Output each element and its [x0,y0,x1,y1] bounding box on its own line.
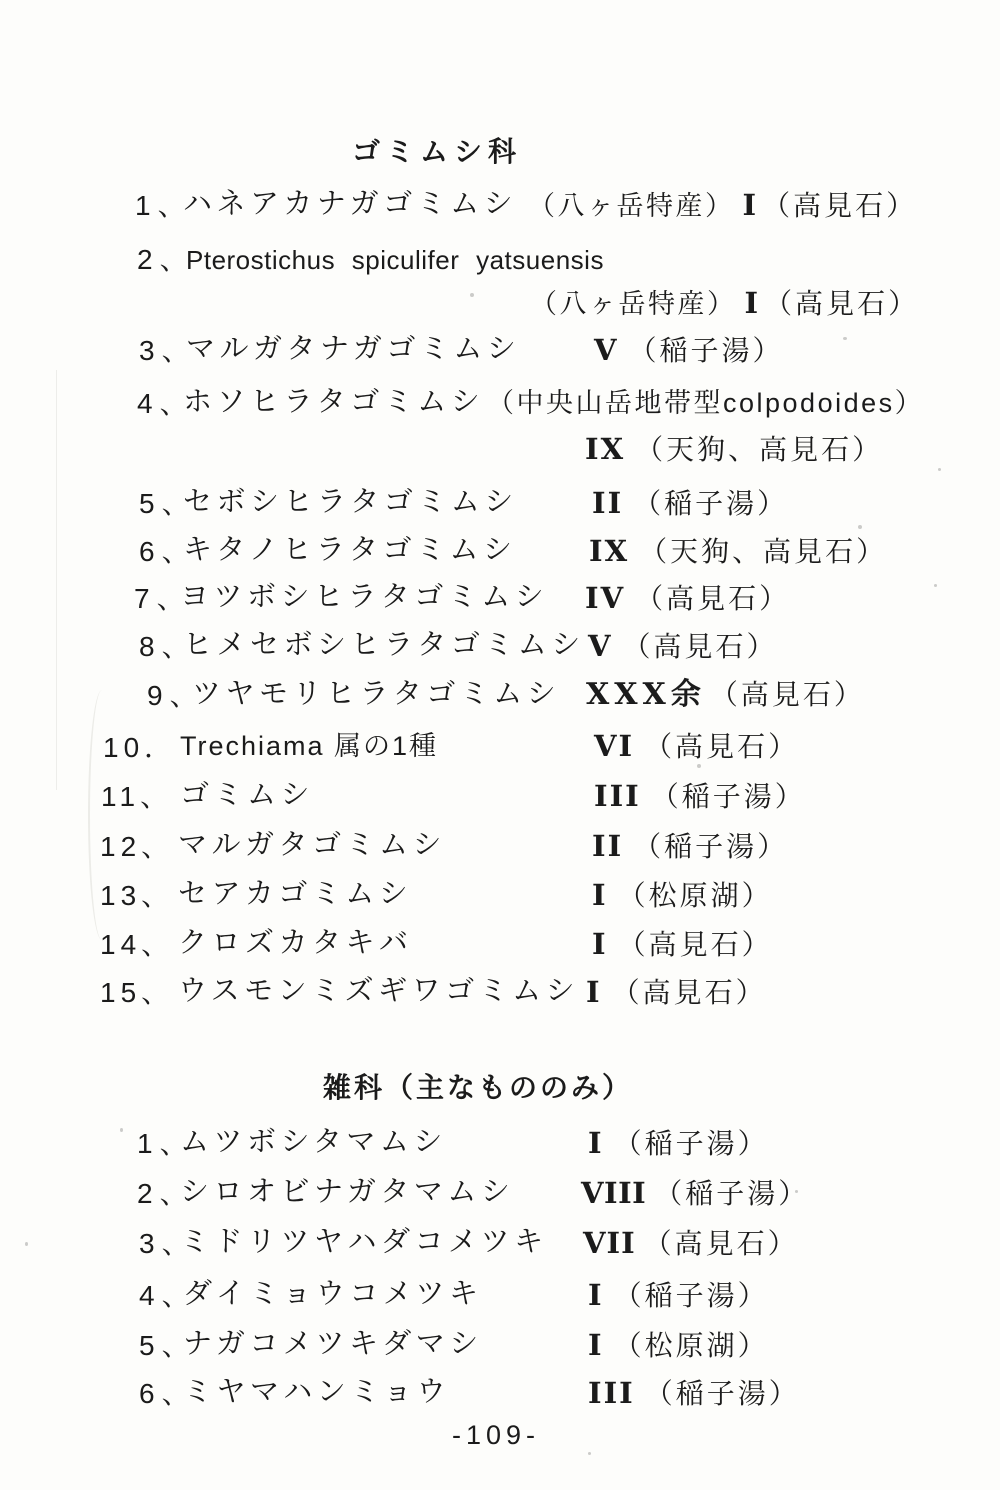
scan-arc [88,690,116,940]
scan-streak [56,370,57,790]
count-numeral: XXX余 [586,677,706,712]
species-name: マルガタゴミムシ [178,829,447,861]
item-number: 3、 [139,335,197,366]
species-name-latin: Pterostichus spiculifer yatsuensis [186,245,604,275]
species-name: ゴミムシ [180,779,315,811]
count-numeral: IX [589,534,630,568]
item-detail [530,287,919,320]
item-detail [586,976,767,1009]
count-numeral: IV [585,581,626,615]
location: （高見石） [617,929,773,960]
location: （稲子湯） [644,1378,800,1409]
count-numeral: I [592,878,608,912]
location: （高見石） [622,631,778,662]
scan-speck [795,1190,798,1193]
location: （松原湖） [613,1330,769,1361]
count-numeral: IX [585,432,626,466]
item-number: 3、 [139,1228,197,1259]
species-name: ダイミョウコメツキ [183,1278,483,1310]
species-name: ナガコメツキダマシ [183,1328,483,1360]
item-number: 4、 [137,388,195,419]
scan-speck [120,1128,123,1132]
item-number: 12、 [100,831,175,862]
count-numeral: VII [583,1226,636,1260]
item-number: 8、 [139,631,197,662]
item-note: （八ヶ岳特産） [528,191,735,221]
item-number: 10． [103,732,178,763]
location: （高見石） [643,1228,799,1259]
location: （稲子湯） [628,335,784,366]
location: （稲子湯） [613,1280,769,1311]
item-note: （八ヶ岳特産） [530,289,737,319]
count-numeral: II [592,486,624,520]
location: （高見石） [709,679,865,710]
item-detail [589,535,887,568]
item-number: 1、 [137,1128,195,1159]
species-name: ヨツボシヒラタゴミムシ [180,581,549,613]
item-number: 6、 [139,1378,197,1409]
item-detail [592,879,773,912]
item-detail [588,1279,769,1312]
item-detail [585,582,790,615]
item-number: 11、 [101,781,174,812]
species-name: シロオビナガタマムシ [180,1176,515,1208]
location: （天狗、高見石） [635,434,884,465]
scan-speck [25,1242,28,1246]
location: （稲子湯） [613,1128,769,1159]
location: （高見石） [635,583,791,614]
species-name: ウスモンミズギワゴミムシ [178,975,580,1007]
item-detail [594,730,799,763]
count-numeral: VIII [581,1176,647,1210]
species-name: ミドリツヤハダコメツキ [180,1226,548,1258]
section1-title: ゴミムシ科 [352,136,523,167]
item-number: 5、 [139,488,197,519]
species-name: セアカゴミムシ [178,878,413,910]
scan-speck [858,525,862,529]
scan-speck [934,584,937,587]
species-name: ヒメセボシヒラタゴミムシ [183,629,585,661]
location: （稲子湯） [654,1178,810,1209]
species-name: Trechiama 属の1種 [180,731,439,761]
count-numeral: V [594,333,619,367]
count-numeral: VI [594,729,635,763]
location: （天狗、高見石） [639,536,888,567]
species-name: セボシヒラタゴミムシ [183,486,518,518]
item-number: 14、 [100,929,175,960]
location: （稲子湯） [633,488,789,519]
item-number: 15、 [100,977,175,1008]
count-numeral: I [586,975,602,1009]
item-detail [594,334,784,367]
location: （稲子湯） [633,831,789,862]
item-detail [586,678,865,713]
scan-speck [697,764,701,768]
item-detail [588,1329,769,1362]
item-detail [588,630,778,663]
item-number: 1、 [135,190,193,221]
species-name: キタノヒラタゴミムシ [183,534,517,566]
count-numeral: I [588,1328,604,1362]
count-numeral: III [594,779,641,813]
item-detail [585,433,883,466]
scan-speck [843,337,847,340]
item-number: 6、 [139,536,197,567]
scan-speck [938,468,941,471]
count-numeral: V [588,629,613,663]
species-name: クロズカタキバ [178,927,413,959]
count-numeral: I [742,188,759,222]
item-detail [528,189,917,222]
item-number: 2、 [137,244,195,275]
location: （稲子湯） [650,781,806,812]
item-detail [588,1127,769,1160]
page-number: -109- [452,1420,541,1450]
species-name: ツヤモリヒラタゴミムシ [192,678,561,710]
count-numeral: II [592,829,624,863]
location: （高見石） [764,288,920,319]
scan-speck [470,293,474,297]
item-detail [583,1227,799,1260]
species-name: ムツボシタマムシ [180,1126,447,1158]
location: （高見石） [644,731,800,762]
species-name: マルガタナガゴミムシ [186,333,521,365]
item-detail [588,1377,800,1410]
species-name: ハネアカナガゴミムシ [183,188,518,220]
scan-speck [588,1452,591,1455]
item-number: 9、 [147,680,205,711]
item-number: 4、 [139,1280,197,1311]
item-detail [581,1177,809,1210]
count-numeral: I [592,927,608,961]
item-note: （中央山岳地帯型colpodoides） [487,388,925,418]
count-numeral: I [588,1278,604,1312]
location: （高見石） [762,190,918,221]
item-detail [592,487,788,520]
count-numeral: III [588,1376,635,1410]
location: （松原湖） [617,880,773,911]
species-name: ミヤマハンミョウ [183,1376,451,1408]
species-name: ホソヒラタゴミムシ [183,386,485,418]
item-detail [592,830,788,863]
item-number: 2、 [137,1178,195,1209]
count-numeral: I [744,286,761,320]
item-number: 13、 [100,880,175,911]
item-detail [592,928,773,961]
location: （高見石） [611,977,767,1008]
section2-title: 雑科（主なもののみ） [323,1072,634,1103]
item-detail [594,780,806,813]
count-numeral: I [588,1126,604,1160]
item-number: 5、 [139,1330,197,1361]
item-number: 7、 [134,583,192,614]
